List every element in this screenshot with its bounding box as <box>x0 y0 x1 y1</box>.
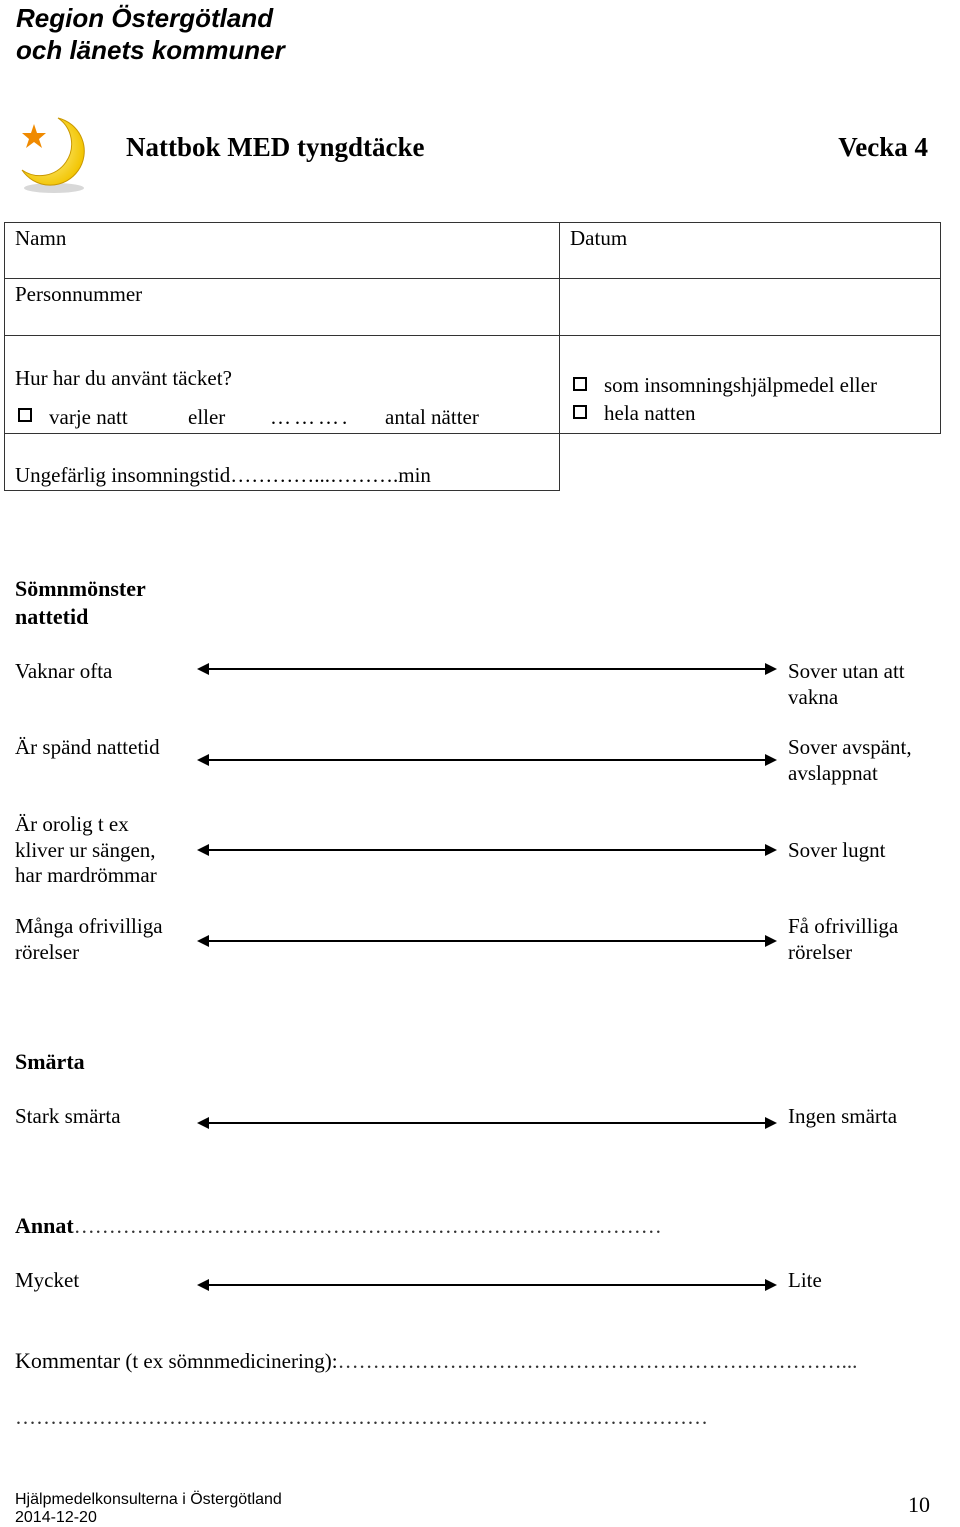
scale-right-label: rörelser <box>788 940 853 964</box>
scale-left-label: rörelser <box>15 940 80 964</box>
scale-left-label: har mardrömmar <box>15 863 157 887</box>
comment-label-rest: (t ex sömnmedicinering): <box>120 1349 338 1373</box>
pain-left-label: Stark smärta <box>15 1104 121 1128</box>
usage-question: Hur har du använt täcket? <box>15 366 232 390</box>
nights-dots[interactable]: ………. <box>270 405 351 429</box>
comment-line[interactable] <box>15 1348 960 1374</box>
scale-right-label: Sover avspänt, <box>788 735 912 759</box>
date-field[interactable] <box>559 222 941 279</box>
sleep-pattern-heading: Sömnmönster <box>15 576 146 601</box>
page-title: Nattbok MED tyngdtäcke <box>126 132 425 162</box>
page-number: 10 <box>908 1492 930 1517</box>
pain-scale[interactable] <box>197 1116 777 1130</box>
wakes-often-scale[interactable] <box>197 662 777 676</box>
scale-left-label: Många ofrivilliga <box>15 914 163 938</box>
scale-left-label: Är orolig t ex <box>15 812 129 836</box>
organization-name: Region Östergötland <box>16 3 274 33</box>
pain-heading: Smärta <box>15 1049 85 1074</box>
comment-continuation[interactable]: ……………………………………………………………………………………… <box>15 1405 708 1429</box>
sleep-aid-checkbox[interactable] <box>573 377 587 391</box>
comment-label: Kommentar <box>15 1348 121 1373</box>
name-label: Namn <box>15 226 67 250</box>
usage-cell <box>4 335 560 434</box>
sleep-onset-label: Ungefärlig insomningstid…………...……….min <box>15 463 431 487</box>
comment-dots: ………………………………………………………………... <box>337 1349 858 1373</box>
personnummer-field[interactable] <box>4 278 560 336</box>
other-right-label: Lite <box>788 1268 822 1292</box>
sleep-aid-label: som insomningshjälpmedel eller <box>604 373 877 397</box>
footer-organization: Hjälpmedelkonsulterna i Östergötland <box>15 1491 282 1508</box>
organization-subtitle: och länets kommuner <box>16 35 285 65</box>
other-dots: ………………………………………………………………………… <box>73 1214 662 1238</box>
scale-left-label: Är spänd nattetid <box>15 735 160 759</box>
pain-right-label: Ingen smärta <box>788 1104 898 1128</box>
footer-date: 2014-12-20 <box>15 1509 97 1526</box>
scale-right-label: Sover lugnt <box>788 838 886 862</box>
scale-right-label: Få ofrivilliga <box>788 914 899 938</box>
every-night-checkbox[interactable] <box>18 408 32 422</box>
movements-scale[interactable] <box>197 934 777 948</box>
or-label: eller <box>188 405 226 429</box>
other-scale[interactable] <box>197 1278 777 1292</box>
sleep-onset-field[interactable] <box>4 433 560 491</box>
moon-star-icon <box>14 112 92 196</box>
other-heading: Annat <box>15 1213 74 1238</box>
tension-scale[interactable] <box>197 753 777 767</box>
other-left-label: Mycket <box>15 1268 80 1292</box>
scale-left-label: kliver ur sängen, <box>15 838 156 862</box>
personnummer-label: Personnummer <box>15 282 143 306</box>
number-of-nights-label: antal nätter <box>385 405 479 429</box>
scale-right-label: vakna <box>788 685 839 709</box>
week-label: Vecka 4 <box>838 132 928 162</box>
restlessness-scale[interactable] <box>197 843 777 857</box>
date-label: Datum <box>570 226 628 250</box>
other-line[interactable] <box>15 1212 662 1240</box>
sleep-pattern-subheading: nattetid <box>15 604 89 629</box>
usage-mode-cell <box>559 335 941 434</box>
whole-night-checkbox[interactable] <box>573 405 587 419</box>
scale-right-label: Sover utan att <box>788 659 905 683</box>
every-night-label: varje natt <box>49 405 128 429</box>
name-field[interactable] <box>4 222 560 279</box>
whole-night-label: hela natten <box>604 401 696 425</box>
scale-left-label: Vaknar ofta <box>15 659 113 683</box>
scale-right-label: avslappnat <box>788 761 878 785</box>
extra-cell <box>559 278 941 336</box>
